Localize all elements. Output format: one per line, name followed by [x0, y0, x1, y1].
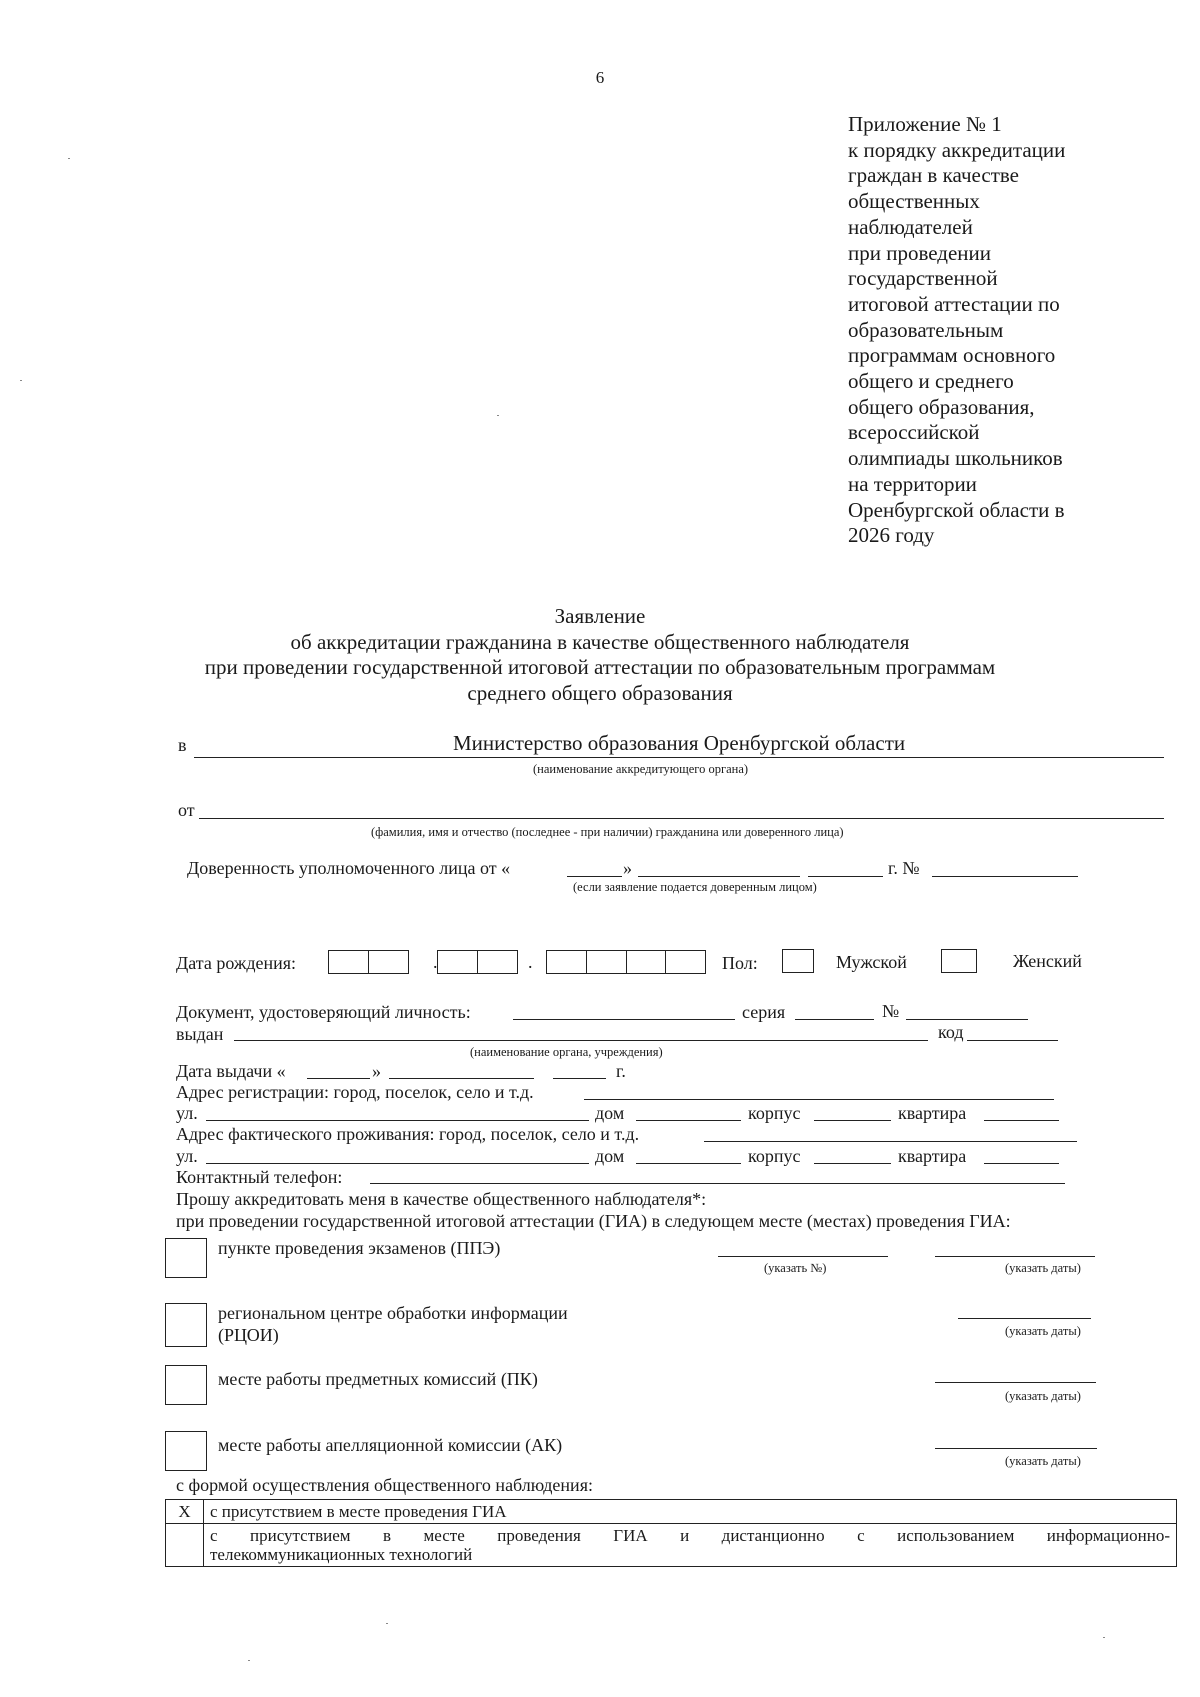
identity-number-line[interactable]	[906, 1019, 1028, 1020]
issue-month-line[interactable]	[389, 1078, 534, 1079]
place-ppe-number-caption: (указать №)	[764, 1261, 827, 1275]
to-caption: (наименование аккредитующего органа)	[533, 762, 749, 776]
actual-house-line[interactable]	[636, 1163, 741, 1164]
sex-male-checkbox[interactable]	[782, 949, 814, 973]
title-line: среднего общего образования	[467, 680, 733, 705]
phone-label: Контактный телефон:	[176, 1167, 343, 1187]
issue-date-label: Дата выдачи «	[176, 1061, 286, 1081]
actual-house-label: дом	[595, 1146, 625, 1166]
from-prefix: от	[178, 800, 195, 820]
identity-number-label: №	[882, 1001, 900, 1021]
scan-speck	[1103, 1637, 1105, 1638]
title-line: об аккредитации гражданина в качестве общественного наблюдателя	[290, 629, 910, 654]
actual-street-label: ул.	[176, 1146, 198, 1166]
appendix-line: общественных	[848, 189, 980, 214]
reg-city-line[interactable]	[584, 1099, 1054, 1100]
appendix-line: всероссийской	[848, 420, 980, 445]
place-rcoi-label-2: (РЦОИ)	[218, 1325, 279, 1345]
actual-street-line[interactable]	[206, 1163, 589, 1164]
proxy-quote-close: »	[623, 858, 632, 878]
form-row-text-line: с присутствием в месте проведения ГИА и дистанционно с использованием информационно-	[210, 1526, 1170, 1545]
reg-building-line[interactable]	[814, 1120, 891, 1121]
identity-label: Документ, удостоверяющий личность:	[176, 1002, 471, 1022]
place-ppe-checkbox[interactable]	[165, 1238, 207, 1278]
title-line: при проведении государственной итоговой аттестации по образовательным программам	[204, 655, 996, 679]
place-ak-checkbox[interactable]	[165, 1431, 207, 1471]
issued-caption: (наименование органа, учреждения)	[470, 1045, 663, 1059]
from-caption: (фамилия, имя и отчество (последнее - при наличии) гражданина или доверенного лица)	[371, 825, 844, 839]
from-field-line[interactable]	[199, 818, 1164, 819]
scan-speck	[68, 158, 70, 159]
issue-day-line[interactable]	[307, 1078, 370, 1079]
appendix-line: общего и среднего	[848, 369, 1014, 394]
appendix-line: к порядку аккредитации	[848, 137, 1066, 162]
scan-speck	[497, 415, 499, 416]
place-rcoi-label-1: региональном центре обработки информации	[218, 1303, 568, 1323]
place-pk-checkbox[interactable]	[165, 1365, 207, 1405]
appendix-note	[848, 112, 1065, 549]
appendix-line: государственной	[848, 266, 998, 291]
place-ak-dates-caption: (указать даты)	[1005, 1454, 1081, 1468]
to-field-value: Министерство образования Оренбургской области	[453, 731, 906, 755]
title-line: Заявление	[554, 604, 646, 628]
scan-speck	[20, 380, 22, 381]
issue-year-line[interactable]	[553, 1078, 606, 1079]
issued-label: выдан	[176, 1024, 224, 1044]
proxy-label: Доверенность уполномоченного лица от «	[187, 858, 511, 878]
appendix-line: при проведении	[848, 240, 992, 265]
phone-line[interactable]	[370, 1183, 1065, 1184]
code-label: код	[938, 1022, 964, 1042]
place-pk-dates-line[interactable]	[935, 1382, 1096, 1383]
birth-dot: .	[528, 952, 533, 972]
place-ppe-dates-line[interactable]	[935, 1256, 1095, 1257]
proxy-day-line[interactable]	[567, 876, 622, 877]
sex-male-label: Мужской	[836, 952, 907, 972]
sex-female-label: Женский	[1013, 951, 1082, 971]
place-ppe-number-line[interactable]	[718, 1256, 888, 1257]
appendix-line: Оренбургской области в	[848, 497, 1065, 522]
appendix-line: олимпиады школьников	[848, 446, 1063, 471]
place-pk-label: месте работы предметных комиссий (ПК)	[218, 1369, 538, 1389]
reg-building-label: корпус	[748, 1103, 801, 1123]
reg-house-label: дом	[595, 1103, 625, 1123]
sex-female-checkbox[interactable]	[941, 949, 977, 973]
place-pk-dates-caption: (указать даты)	[1005, 1389, 1081, 1403]
appendix-line: общего образования,	[848, 394, 1035, 419]
observation-form-table	[165, 1499, 1177, 1567]
issue-year-suffix: г.	[616, 1061, 626, 1081]
birth-label: Дата рождения:	[176, 953, 297, 973]
proxy-year-suffix: г. №	[888, 858, 920, 878]
scan-speck	[386, 1623, 388, 1624]
proxy-month-line[interactable]	[638, 876, 800, 877]
birth-dot: .	[433, 952, 438, 972]
appendix-line: граждан в качестве	[848, 163, 1019, 188]
form-row-mark[interactable]: Х	[166, 1500, 204, 1524]
place-ak-dates-line[interactable]	[935, 1448, 1097, 1449]
document-title	[100, 604, 1100, 706]
birth-month-boxes[interactable]	[437, 950, 518, 974]
birth-year-boxes[interactable]	[546, 950, 706, 974]
appendix-line: Приложение № 1	[848, 112, 1002, 136]
place-ppe-label: пункте проведения экзаменов (ППЭ)	[218, 1238, 501, 1258]
sex-label: Пол:	[722, 953, 758, 973]
proxy-caption: (если заявление подается доверенным лицом)	[573, 880, 817, 894]
appendix-line: на территории	[848, 471, 977, 496]
request-line-2: при проведении государственной итоговой аттестации (ГИА) в следующем месте (местах) проведения ГИА:	[176, 1211, 1011, 1231]
actual-building-line[interactable]	[814, 1163, 891, 1164]
to-prefix: в	[178, 735, 187, 755]
form-heading: с формой осуществления общественного наблюдения:	[176, 1475, 593, 1495]
identity-series-line[interactable]	[795, 1019, 874, 1020]
reg-street-label: ул.	[176, 1103, 198, 1123]
form-row	[166, 1524, 1177, 1567]
reg-house-line[interactable]	[636, 1120, 741, 1121]
form-row-text-wrap	[204, 1524, 1177, 1567]
place-rcoi-dates-caption: (указать даты)	[1005, 1324, 1081, 1338]
place-ppe-dates-caption: (указать даты)	[1005, 1261, 1081, 1275]
identity-series-label: серия	[742, 1002, 786, 1022]
appendix-line: образовательным	[848, 317, 1004, 342]
appendix-line: программам основного	[848, 343, 1056, 368]
to-field-line[interactable]	[194, 757, 1164, 758]
actual-city-line[interactable]	[704, 1141, 1077, 1142]
reg-address-label: Адрес регистрации: город, поселок, село и т.д.	[176, 1082, 534, 1102]
identity-type-line[interactable]	[513, 1019, 735, 1020]
place-rcoi-dates-line[interactable]	[958, 1318, 1091, 1319]
issued-by-line[interactable]	[234, 1040, 928, 1041]
appendix-line: итоговой аттестации по	[848, 291, 1060, 316]
request-line-1: Прошу аккредитовать меня в качестве общественного наблюдателя*:	[176, 1189, 707, 1209]
reg-street-line[interactable]	[206, 1120, 589, 1121]
page-number: 6	[595, 68, 605, 87]
actual-address-label: Адрес фактического проживания: город, поселок, село и т.д.	[176, 1124, 640, 1144]
issue-quote-close: »	[372, 1061, 381, 1081]
reg-apartment-line[interactable]	[984, 1120, 1059, 1121]
scan-speck	[248, 1660, 250, 1661]
reg-apartment-label: квартира	[898, 1103, 967, 1123]
form-row-text-line: телекоммуникационных технологий	[210, 1545, 473, 1564]
birth-day-boxes[interactable]	[328, 950, 409, 974]
code-line[interactable]	[967, 1040, 1058, 1041]
appendix-line: 2026 году	[848, 523, 935, 548]
form-row-text: с присутствием в месте проведения ГИА	[204, 1500, 1177, 1524]
place-rcoi-checkbox[interactable]	[165, 1303, 207, 1347]
place-ak-label: месте работы апелляционной комиссии (АК)	[218, 1435, 563, 1455]
actual-apartment-label: квартира	[898, 1146, 967, 1166]
actual-apartment-line[interactable]	[984, 1163, 1059, 1164]
appendix-line: наблюдателей	[848, 214, 973, 239]
proxy-number-line[interactable]	[932, 876, 1078, 877]
form-row	[166, 1500, 1177, 1524]
form-row-mark[interactable]	[166, 1524, 204, 1567]
actual-building-label: корпус	[748, 1146, 801, 1166]
proxy-year-line[interactable]	[808, 876, 883, 877]
